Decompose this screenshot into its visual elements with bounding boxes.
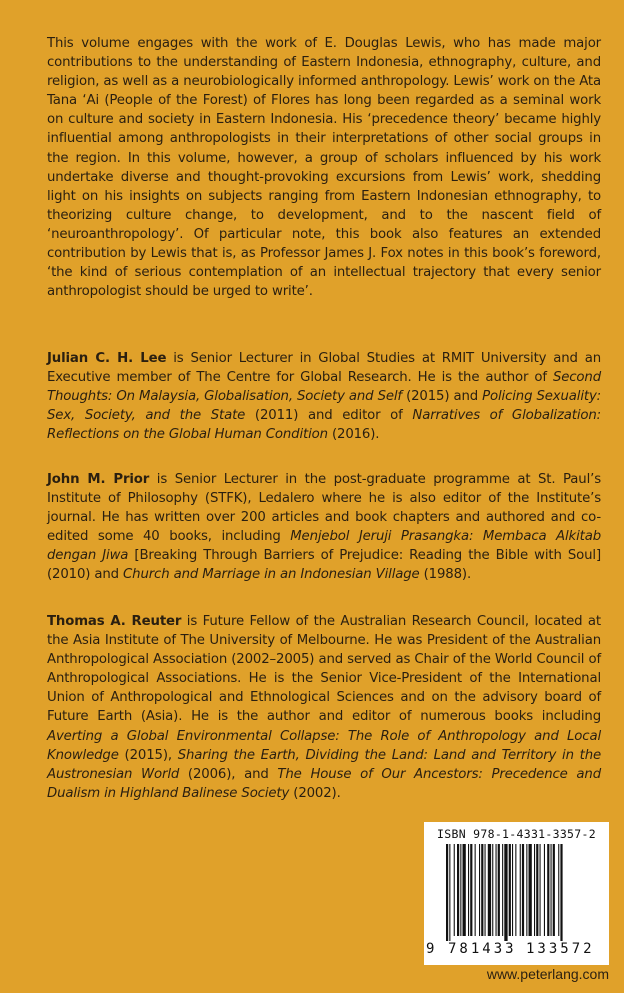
barcode-bar — [547, 844, 549, 936]
barcode-bar — [446, 844, 448, 941]
barcode-bar — [512, 844, 513, 936]
barcode-bar — [558, 844, 559, 936]
barcode-bar — [492, 844, 493, 936]
ean-first-digit: 9 — [426, 941, 435, 957]
barcode-bar — [553, 844, 555, 936]
barcode-bar — [463, 844, 466, 936]
barcode-bar — [522, 844, 524, 936]
barcode-bar — [509, 844, 511, 936]
barcode-bar — [502, 844, 503, 936]
ean-right-digits: 133572 — [526, 941, 595, 957]
book-title: Church and Marriage in an Indonesian Village — [123, 567, 420, 583]
ean-left-digits: 781433 — [448, 941, 517, 957]
book-title: Narratives of Globalization: Reflections on the Global Human Condition — [47, 408, 601, 443]
book-title: The House of Our Ancestors: Precedence and Dualism in Highland Balinese Society — [47, 766, 601, 801]
barcode-bar — [457, 844, 459, 936]
book-title: Averting a Global Environmental Collapse: The Role of Anthropology and Local Knowledge — [47, 728, 601, 763]
book-title: Sharing the Earth, Dividing the Land: Land and Territory in the Austronesian World — [47, 747, 602, 782]
barcode-bar — [488, 844, 491, 936]
barcode-bars — [438, 844, 608, 941]
bio-thomas-reuter: Thomas A. Reuter is Future Fellow of the Australian Research Council, located at the Asia Institute of The University of Melbourne. He was President of the Australian Anthropological Association (2002–2005) and served as Chair of the World Council of Anthropological Associations. He is the Senior Vice-President of the International Union of Anthropological and Ethnological Sciences and on the advisory board of Future Earth (Asia). He is the author and editor of numerous books including Averting a Global Environmental Collapse: The Role of Anthropology and Local Knowledge (2015), Sharing the Earth, Dividing the Land: Land and Territory in the Austronesian World (2006), and The House of Our Ancestors: Precedence and Dualism in Highland Balinese Society (2002). — [47, 614, 602, 801]
barcode-bar — [460, 844, 461, 936]
barcode-bar — [540, 844, 541, 936]
author-name: Julian C. H. Lee — [47, 351, 167, 366]
barcode-bar — [544, 844, 545, 936]
barcode-bar — [485, 844, 486, 936]
barcode-bar — [468, 844, 469, 936]
book-title: Second Thoughts: On Malaysia, Globalisation, Society and Self — [47, 370, 601, 405]
barcode-bar — [534, 844, 535, 936]
barcode-bar — [520, 844, 521, 936]
barcode-bar — [496, 844, 497, 936]
bio-julian-lee: Julian C. H. Lee is Senior Lecturer in Global Studies at RMIT University and an Executive member of The Centre for Global Research. He is the author of Second Thoughts: On Malaysia, Globalisation, Society and Self (2015) and Policing Sexuality: Sex, Society, and the State (2011) and editor of Narratives of Globalization: Reflections on the Global Human Condition (2016). — [47, 351, 601, 443]
barcode-bar — [515, 844, 516, 936]
barcode-bar — [560, 844, 562, 941]
book-description: This volume engages with the work of E. Douglas Lewis, who has made major contributions to the understanding of Eastern Indonesia, ethnography, culture, and religion, as well as a neurobiologically informed anthropology. Lewis’ work on the Ata Tana ‘Ai (People of the Forest) of Flores has long been regarded as a seminal work on culture and society in Eastern Indonesia. His ‘precedence theory’ became highly influential among anthropologists in their interpretations of other social groups in the region. In this volume, however, a group of scholars influenced by his work undertake diverse and thought-provoking excursions from Lewis’ work, shedding light on his insights on subjects ranging from Eastern Indonesian ethnography, to theorizing culture change, to development, and to the nascent field of ‘neuroanthropology’. Of particular note, this book also features an extended contribution by Lewis that is, as Professor James J. Fox notes in this book’s foreword, ‘the kind of serious contemplation of an intellectual trajectory that every senior anthropologist should be urged to write’. — [47, 36, 601, 300]
barcode-bar — [475, 844, 476, 936]
book-title: Policing Sexuality: Sex, Society, and the State — [47, 389, 601, 424]
barcode-bar — [454, 844, 455, 936]
barcode-bar — [479, 844, 480, 936]
barcode-bar — [529, 844, 532, 936]
barcode-bar — [449, 844, 450, 941]
barcode-bar — [504, 844, 507, 941]
barcode-bar — [470, 844, 472, 936]
barcode-bar — [536, 844, 538, 936]
isbn-barcode — [424, 822, 609, 965]
barcode-bar — [498, 844, 500, 936]
author-name: Thomas A. Reuter — [47, 614, 182, 629]
barcode-bar — [526, 844, 527, 936]
author-name: John M. Prior — [47, 472, 150, 487]
isbn-label: ISBN 978-1-4331-3357-2 — [437, 827, 596, 841]
publisher-url: www.peterlang.com — [486, 966, 609, 982]
barcode-bar — [481, 844, 483, 936]
barcode-bar — [551, 844, 552, 936]
bio-john-prior: John M. Prior is Senior Lecturer in the post-graduate programme at St. Paul’s Institute of Philosophy (STFK), Ledalero where he is also editor of the Institute’s journal. He has written over 200 articles and book chapters and authored and co-edited some 40 books, including Menjebol Jeruji Prasangka: Membaca Alkitab dengan Jiwa [Breaking Through Barriers of Prejudice: Reading the Bible with Soul] (2010) and Church and Marriage in an Indonesian Village (1988). — [47, 472, 601, 583]
book-title: Menjebol Jeruji Prasangka: Membaca Alkitab dengan Jiwa — [47, 529, 601, 564]
